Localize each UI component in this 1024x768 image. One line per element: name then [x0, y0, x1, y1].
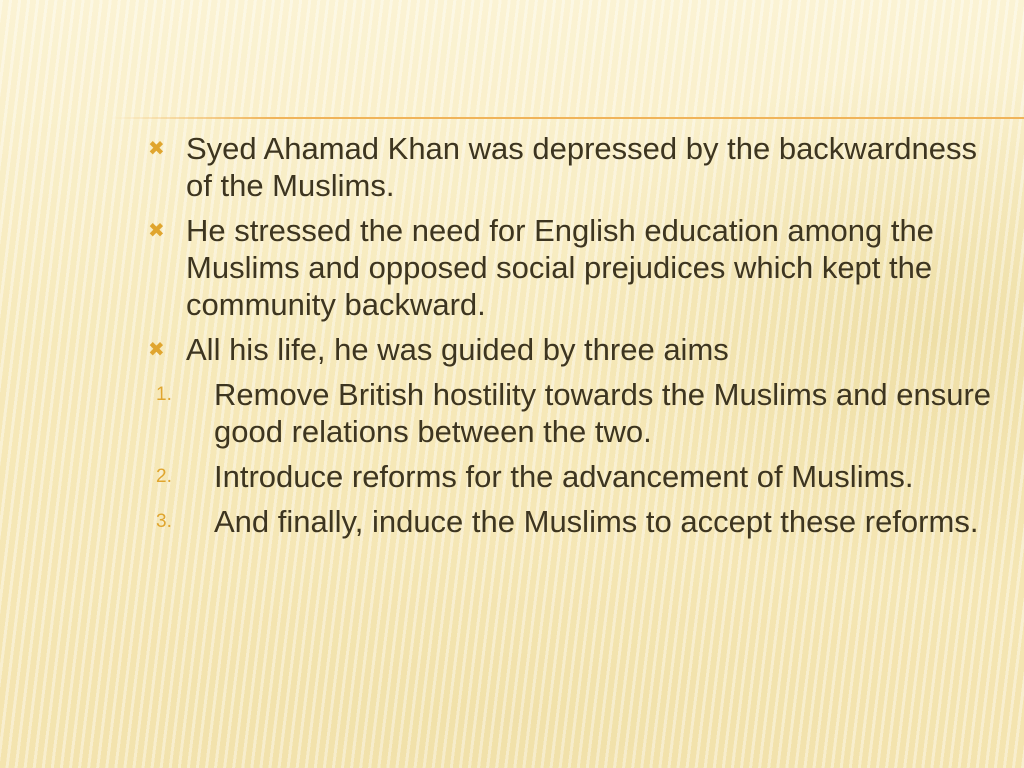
aim-text: And finally, induce the Muslims to accept these reforms. — [214, 504, 979, 539]
slide-content — [148, 130, 998, 548]
x-bullet-icon: ✖ — [148, 218, 165, 242]
x-bullet-icon: ✖ — [148, 337, 165, 361]
aim-item-2 — [148, 458, 998, 495]
aim-item-3 — [148, 503, 998, 540]
bullet-item-3 — [148, 331, 998, 368]
bullet-item-2 — [148, 212, 998, 323]
list-number: 2. — [156, 466, 172, 487]
top-divider-line — [110, 117, 1024, 119]
bullet-text: Syed Ahamad Khan was depressed by the backwardness of the Muslims. — [186, 131, 977, 203]
bullet-text: All his life, he was guided by three aims — [186, 332, 729, 367]
aim-text: Introduce reforms for the advancement of Muslims. — [214, 459, 914, 494]
bullet-text: He stressed the need for English education among the Muslims and opposed social prejudices which kept the community backward. — [186, 213, 934, 322]
aim-text: Remove British hostility towards the Muslims and ensure good relations between the two. — [214, 377, 992, 449]
bullet-item-1 — [148, 130, 998, 204]
list-number: 1. — [156, 384, 172, 405]
x-bullet-icon: ✖ — [148, 136, 165, 160]
aim-item-1 — [148, 376, 998, 450]
list-number: 3. — [156, 511, 172, 532]
